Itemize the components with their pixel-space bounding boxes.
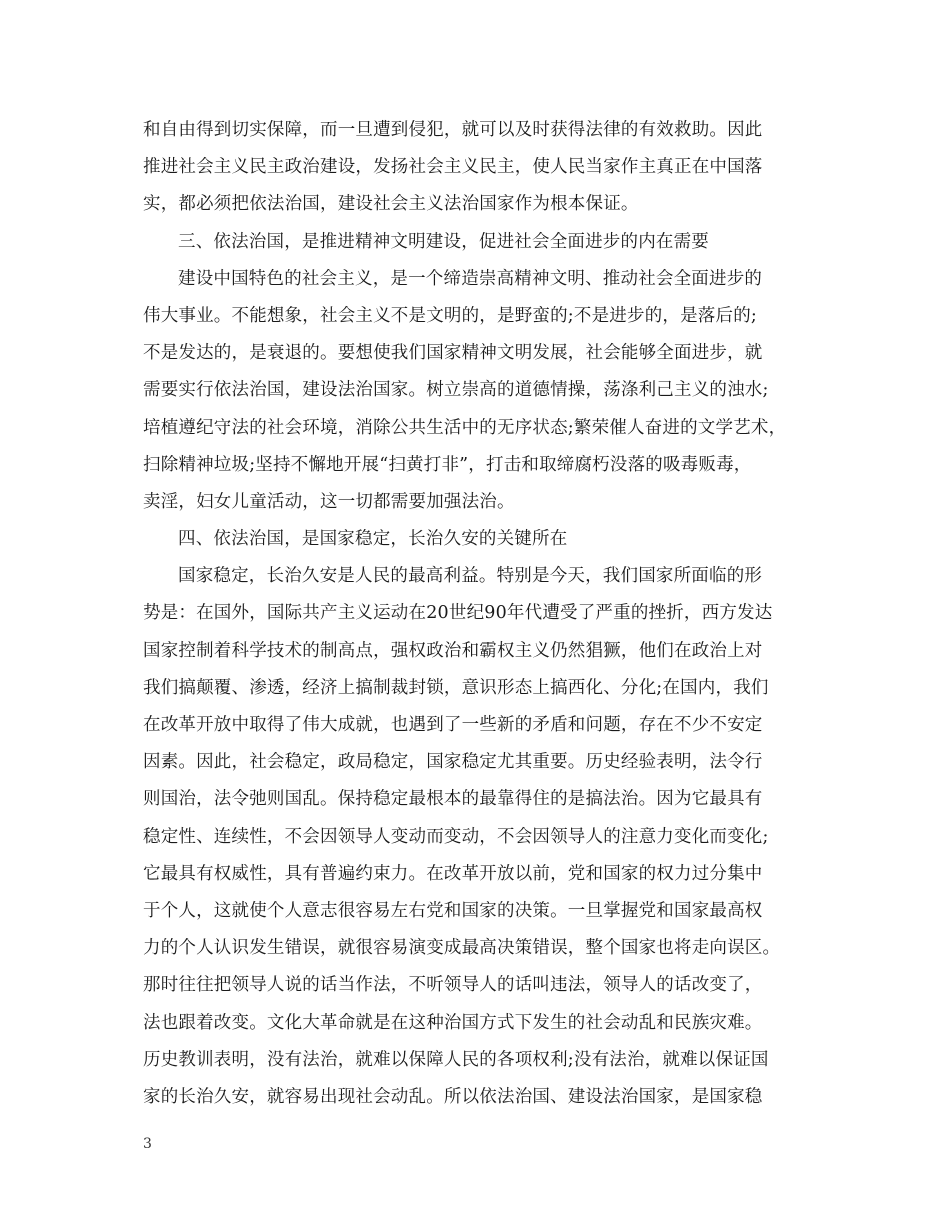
text-line: 那时往往把领导人说的话当作法，不听领导人的话叫违法，领导人的话改变了，: [143, 975, 763, 996]
text-line: 扫除精神垃圾;坚持不懈地开展“扫黄打非”，打击和取缔腐朽没落的吸毒贩毒，: [143, 454, 752, 475]
page-number: 3: [143, 1136, 152, 1152]
text-line: 法也跟着改变。文化大革命就是在这种治国方式下发生的社会动乱和民族灾难。: [143, 1012, 763, 1033]
text-line: 推进社会主义民主政治建设，发扬社会主义民主，使人民当家作主真正在中国落: [143, 157, 763, 178]
text-line: 不是发达的，是衰退的。要想使我们国家精神文明发展，社会能够全面进步，就: [143, 343, 763, 364]
text-line: 它最具有权威性，具有普遍约束力。在改革开放以前，党和国家的权力过分集中: [143, 863, 763, 884]
text-line: 需要实行依法治国，建设法治国家。树立崇高的道德情操，荡涤利己主义的浊水;: [143, 380, 769, 401]
text-line: 于个人，这就使个人意志很容易左右党和国家的决策。一旦掌握党和国家最高权: [143, 900, 763, 921]
text-line: 培植遵纪守法的社会环境，消除公共生活中的无序状态;繁荣催人奋进的文学艺术，: [143, 417, 787, 438]
text-line: 因素。因此，社会稳定，政局稳定，国家稳定尤其重要。历史经验表明，法令行: [143, 752, 763, 773]
text-line: 四、依法治国，是国家稳定，长治久安的关键所在: [178, 529, 568, 550]
text-line: 历史教训表明，没有法治，就难以保障人民的各项权利;没有法治，就难以保证国: [143, 1049, 769, 1070]
text-line: 势是：在国外，国际共产主义运动在20世纪90年代遭受了严重的挫折，西方发达: [143, 603, 773, 624]
text-line: 国家控制着科学技术的制高点，强权政治和霸权主义仍然猖獗，他们在政治上对: [143, 640, 763, 661]
text-line: 伟大事业。不能想象，社会主义不是文明的，是野蛮的;不是进步的，是落后的;: [143, 305, 757, 326]
text-line: 稳定性、连续性，不会因领导人变动而变动，不会因领导人的注意力变化而变化;: [143, 826, 769, 847]
text-line: 建设中国特色的社会主义，是一个缔造崇高精神文明、推动社会全面进步的: [178, 268, 763, 289]
text-line: 力的个人认识发生错误，就很容易演变成最高决策错误，整个国家也将走向误区。: [143, 938, 781, 959]
text-line: 卖淫，妇女儿童活动，这一切都需要加强法治。: [143, 491, 515, 512]
text-line: 家的长治久安，就容易出现社会动乱。所以依法治国、建设法治国家，是国家稳: [143, 1086, 763, 1107]
text-line: 实，都必须把依法治国，建设社会主义法治国家作为根本保证。: [143, 194, 639, 215]
text-line: 我们搞颠覆、渗透，经济上搞制裁封锁，意识形态上搞西化、分化;在国内，我们: [143, 677, 769, 698]
body-text: [143, 112, 813, 1116]
text-line: 在改革开放中取得了伟大成就，也遇到了一些新的矛盾和问题，存在不少不安定: [143, 715, 763, 735]
text-line: 和自由得到切实保障，而一旦遭到侵犯，就可以及时获得法律的有效救助。因此: [143, 120, 763, 140]
text-line: 三、依法治国，是推进精神文明建设，促进社会全面进步的内在需要: [178, 231, 709, 252]
text-line: 国家稳定，长治久安是人民的最高利益。特别是今天，我们国家所面临的形: [178, 566, 763, 587]
text-line: 则国治，法令弛则国乱。保持稳定最根本的最靠得住的是搞法治。因为它最具有: [143, 789, 763, 810]
